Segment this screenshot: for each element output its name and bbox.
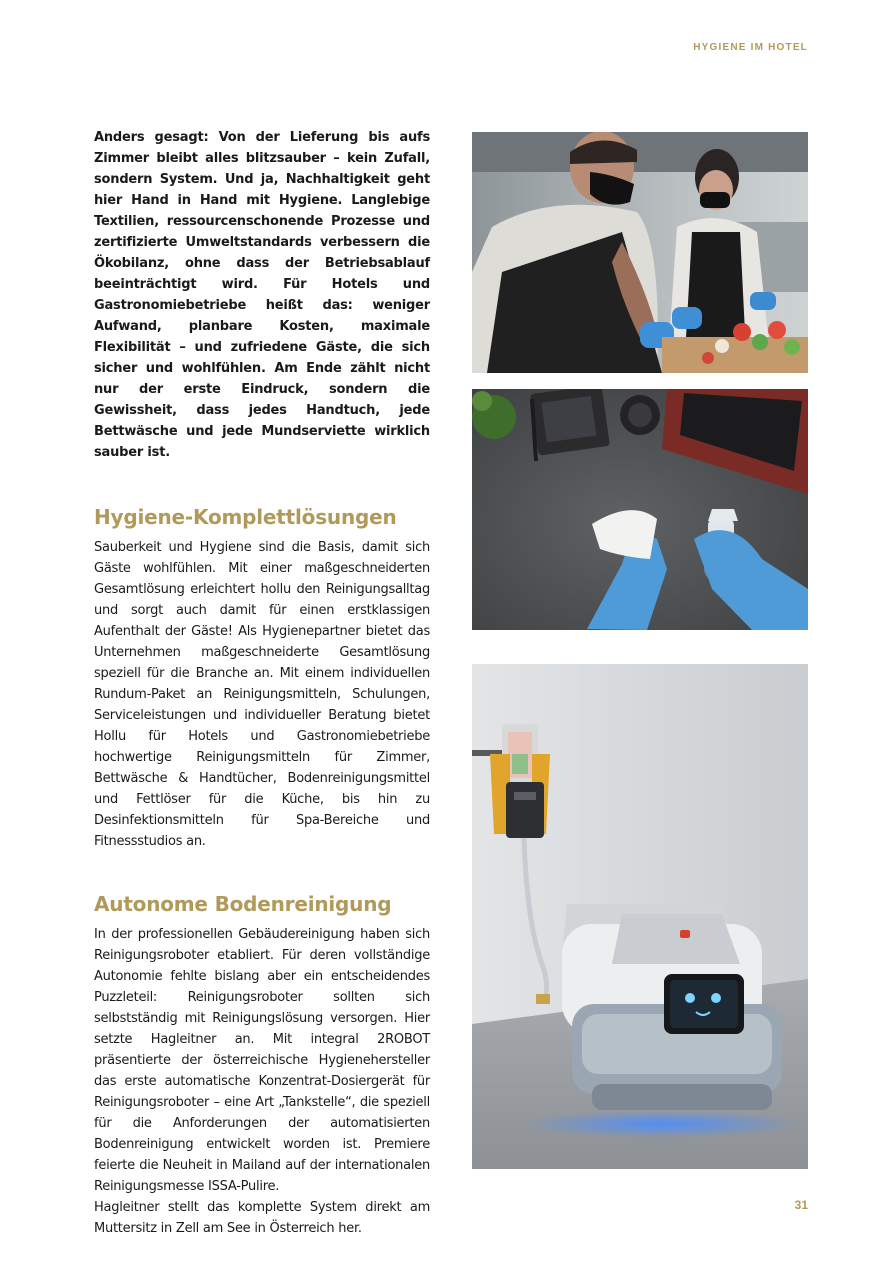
heading-bodenreinigung: Autonome Bodenreinigung	[94, 892, 392, 916]
paragraph: Sauberkeit und Hygiene sind die Basis, damit sich Gäste wohlfühlen. Mit einer maßgeschneiderten Gesamtlösung erleichtert hollu den Reinigungsalltag und sorgt auch damit für einen erstklassigen Aufenthalt der Gäste! Als Hygienepartner bietet das Unternehmen maßgeschneiderte Gesamtlösung speziell für die Branche an. Mit einem individuellen Rundum-Paket an Reinigungsmitteln, Schulungen, Serviceleistungen und individueller Beratung bietet Hollu für Hotels und Gastronomiebetriebe hochwertige Reinigungsmitteln für Zimmer, Bettwäsche & Handtücher, Bodenreinigungsmittel und Fettlöser für die Küche, bis hin zu Desinfektionsmitteln für Spa-Bereiche und Fitnessstudios an.	[94, 540, 430, 849]
cleaning-robot-dosing-station-photo	[472, 664, 808, 1169]
heading-komplettloesungen: Hygiene-Komplettlösungen	[94, 505, 397, 529]
text-column	[94, 127, 430, 1239]
section-bodenreinigung-body	[94, 924, 430, 1239]
page-number: 31	[794, 1198, 808, 1212]
gloved-hands-cleaning-desk-photo	[472, 389, 808, 630]
intro-paragraph: Anders gesagt: Von der Lieferung bis aufs Zimmer bleibt alles blitzsauber – kein Zufall, sondern System. Und ja, Nachhaltigkeit geht hier Hand in Hand mit Hygiene. Langlebige Textilien, ressourcenschonende Prozesse und zertifizierte Umweltstandards verbessern die Ökobilanz, ohne dass der Betriebsablauf beeinträchtigt wird. Für Hotels und Gastronomiebetriebe heißt das: weniger Aufwand, planbare Kosten, maximale Flexibilität – und zufriedene Gäste, die sich sicher und wohlfühlen. Am Ende zählt nicht nur der erste Eindruck, sondern die Gewissheit, dass jedes Handtuch, jede Bettwäsche und jede Mundserviette wirklich sauber ist.	[94, 130, 430, 460]
section-label: HYGIENE IM HOTEL	[693, 42, 808, 53]
paragraph: In der professionellen Gebäudereinigung haben sich Reinigungsroboter etabliert. Für deren vollständige Autonomie fehlte bislang aber ein entscheidendes Puzzleteil: Reinigungsroboter sollten sich selbstständig mit Reinigungslösung versorgen. Hier setzte Hagleitner an. Mit integral 2ROBOT präsentierte der österreichische Hygienehersteller das erste automatische Konzentrat-Dosiergerät für Reinigungsroboter – eine Art „Tankstelle“, die speziell für die Anforderungen der automatisierten Bodenreinigung entwickelt worden ist. Premiere feierte die Neuheit in Mailand auf der internationalen Reinigungsmesse ISSA-Pulire.	[94, 927, 430, 1194]
section-komplettloesungen-body	[94, 537, 430, 852]
paragraph: Hagleitner stellt das komplette System direkt am Muttersitz in Zell am See in Österreich her.	[94, 1200, 430, 1236]
chefs-photo	[472, 132, 808, 373]
